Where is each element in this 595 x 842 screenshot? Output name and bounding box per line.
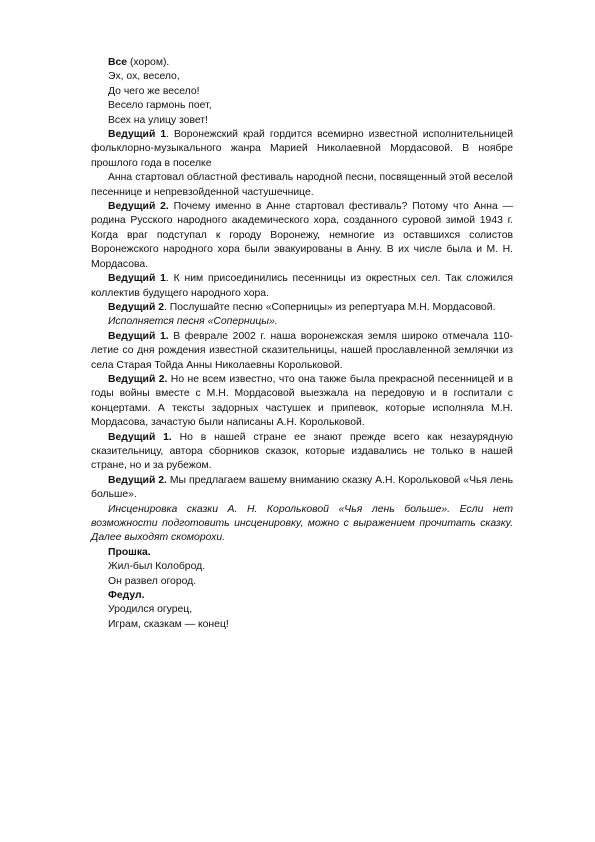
- proshka-line-1: Жил-был Колоброд.: [108, 561, 206, 573]
- fedul-line-2: Играм, сказкам — конец!: [108, 618, 229, 630]
- stage-direction-tale: Инсценировка сказки А. Н. Корольковой «Чья лень больше». Если нет возможности подготовить инсценировку, можно с выражением прочитать сказку. Далее выходят скоморохи.: [91, 503, 513, 544]
- speaker-host1: Ведущий 1.: [108, 330, 169, 342]
- speaker-host1: Ведущий 1: [108, 273, 166, 285]
- proshka-line-2: Он развел огород.: [108, 575, 197, 587]
- stage-direction-song: Исполняется песня «Соперницы».: [108, 316, 278, 328]
- host2-paragraph-1: Ведущий 2. Почему именно в Анне стартовал фестиваль? Потому что Анна — родина Русского народного академического хора, созданного суровой зимой 1943 г. Когда враг подступал к городу Воронежу, немногие из оставшихся солистов Воронежского народного хора были эвакуированы в Анну. В их числе была и М. Н. Мордасова.: [91, 201, 513, 270]
- host1-paragraph-1-cont: Анна стартовал областной фестиваль народной песни, посвященный этой веселой песеннице и непревзойденной частушечнице.: [91, 172, 513, 198]
- document-text: [91, 56, 513, 632]
- speaker-host1: Ведущий 1.: [108, 431, 172, 443]
- chorus-line-1: Эх, ох, весело,: [108, 71, 180, 83]
- speaker-host2: Ведущий 2.: [108, 201, 169, 213]
- host1-paragraph-1: Ведущий 1. Воронежский край гордится всемирно известной исполнительницей фольклорно-музыкального жанра Марией Николаевной Мордасовой. В ноябре прошлого года в поселке: [91, 129, 513, 169]
- speaker-host1: Ведущий 1: [108, 129, 167, 141]
- host2-paragraph-4: Ведущий 2. Мы предлагаем вашему вниманию сказку А.Н. Корольковой «Чья лень больше».: [91, 474, 513, 501]
- speaker-host2: Ведущий 2: [108, 301, 164, 313]
- chorus-line-4: Всех на улицу зовет!: [108, 114, 208, 126]
- host1-paragraph-4: Ведущий 1. Но в нашей стране ее знают прежде всего как незаурядную сказительницу, автора сборников сказок, которые издавались не только в нашей стране, но и за рубежом.: [91, 431, 513, 472]
- fedul-line-1: Уродился огурец,: [108, 604, 193, 616]
- host2-paragraph-2: Ведущий 2. Послушайте песню «Соперницы» из репертуара М.Н. Мордасовой.: [108, 301, 496, 313]
- chorus-line-2: До чего же весело!: [108, 85, 200, 97]
- host2-paragraph-3: Ведущий 2. Но не всем известно, что она также была прекрасной песенницей и в годы войны вместе с М.Н. Мордасовой выезжала на передовую и в госпитали с концертами. А тексты задорных частушек и припевок, которые исполняла М.Н. Мордасова, зачастую были написаны А.Н. Корольковой.: [91, 373, 513, 429]
- host1-paragraph-3: Ведущий 1. В феврале 2002 г. наша воронежская земля широко отмечала 110-летие со дня рождения известной сказительницы, нашей прославленной землячки из села Старая Тойда Анны Николаевны Корольковой.: [91, 330, 513, 371]
- speaker-fedul: Федул.: [108, 590, 145, 602]
- speaker-all: Все: [108, 57, 128, 68]
- speaker-host2: Ведущий 2.: [108, 474, 167, 486]
- speaker-proshka: Прошка.: [108, 546, 151, 558]
- chorus-line-3: Весело гармонь поет,: [108, 100, 212, 112]
- speaker-host2: Ведущий 2.: [108, 373, 168, 385]
- chorus-cue: [91, 56, 513, 70]
- chorus-note: (хором).: [127, 57, 170, 68]
- host1-paragraph-2: Ведущий 1. К ним присоединились песенницы из окрестных сел. Так сложился коллектив будущего народного хора.: [91, 273, 513, 299]
